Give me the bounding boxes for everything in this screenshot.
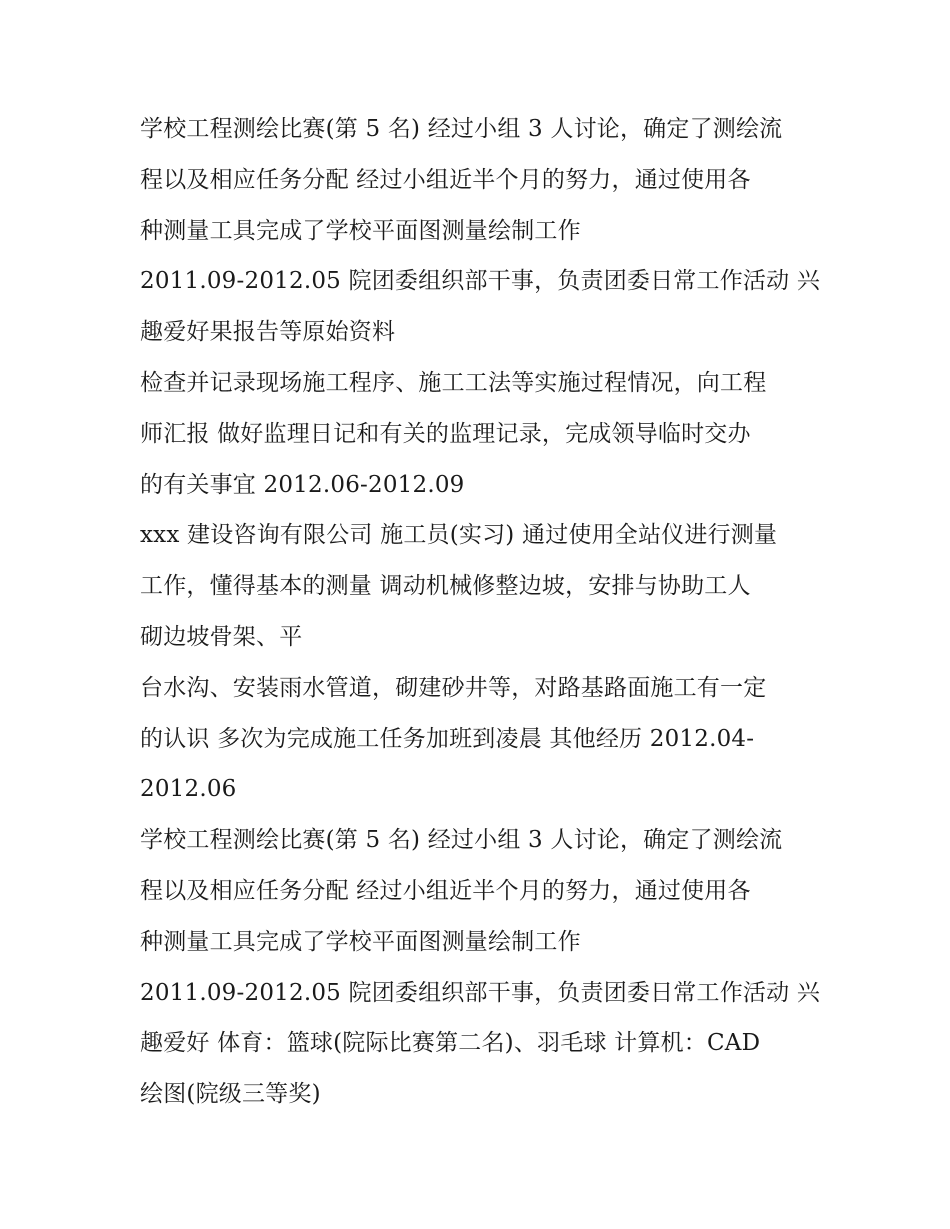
text-line: 师汇报 做好监理日记和有关的监理记录，完成领导临时交办: [140, 420, 751, 447]
text-line: 砌边坡骨架、平: [140, 623, 303, 650]
text-line: xxx 建设咨询有限公司 施工员(实习) 通过使用全站仪进行测量: [140, 522, 778, 549]
text-line: 种测量工具完成了学校平面图测量绘制工作: [140, 928, 581, 955]
text-line: 学校工程测绘比赛(第 5 名) 经过小组 3 人讨论，确定了测绘流: [140, 827, 783, 854]
text-line: 工作，懂得基本的测量 调动机械修整边坡，安排与协助工人: [140, 573, 751, 600]
text-line: 程以及相应任务分配 经过小组近半个月的努力，通过使用各: [140, 877, 751, 904]
text-line: 学校工程测绘比赛(第 5 名) 经过小组 3 人讨论，确定了测绘流: [140, 116, 783, 142]
text-line: 程以及相应任务分配 经过小组近半个月的努力，通过使用各: [140, 166, 751, 193]
text-line: 绘图(院级三等奖): [140, 1081, 321, 1108]
text-line: 台水沟、安装雨水管道，砌建砂井等，对路基路面施工有一定: [140, 674, 767, 701]
text-line: 的认识 多次为完成施工任务加班到凌晨 其他经历 2012.04-: [140, 725, 755, 752]
text-line: 2011.09-2012.05 院团委组织部干事，负责团委日常工作活动 兴: [140, 979, 821, 1006]
text-line: 趣爱好 体育：篮球(院际比赛第二名)、羽毛球 计算机：CAD: [140, 1030, 761, 1057]
text-line: 检查并记录现场施工程序、施工工法等实施过程情况，向工程: [140, 369, 767, 396]
text-line: 种测量工具完成了学校平面图测量绘制工作: [140, 217, 581, 244]
text-line: 2011.09-2012.05 院团委组织部干事，负责团委日常工作活动 兴: [140, 268, 821, 295]
text-line: 2012.06: [140, 776, 237, 803]
text-line: 趣爱好果报告等原始资料: [140, 319, 396, 346]
text-line: 的有关事宜 2012.06-2012.09: [140, 471, 465, 498]
document-body: [140, 104, 820, 1120]
